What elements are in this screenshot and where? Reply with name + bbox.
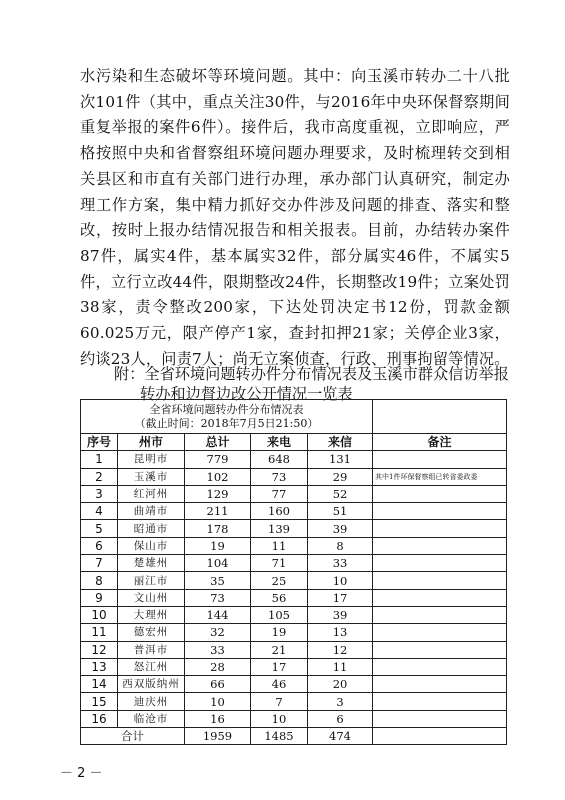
- table-row: [81, 537, 507, 554]
- cell-city: 普洱市: [118, 641, 185, 658]
- cell-total: 779: [185, 451, 251, 468]
- table-row: [81, 589, 507, 606]
- cell-phone: 25: [251, 572, 308, 589]
- table-row: [81, 641, 507, 658]
- table-row: [81, 468, 507, 485]
- cell-seq: 16: [81, 710, 118, 727]
- cell-note: [373, 537, 507, 554]
- cell-phone: 139: [251, 520, 308, 537]
- table-subtitle: （截止时间：2018年7月5日21:50）: [134, 416, 319, 430]
- cell-note: [373, 555, 507, 572]
- cell-total: 66: [185, 676, 251, 693]
- table-row: [81, 555, 507, 572]
- cell-note: [373, 693, 507, 710]
- cell-total-phone: 1485: [251, 728, 308, 745]
- cell-city: 西双版纳州: [118, 676, 185, 693]
- cell-city: 德宏州: [118, 624, 185, 641]
- cell-total: 144: [185, 606, 251, 623]
- cell-phone: 105: [251, 606, 308, 623]
- cell-city: 楚雄州: [118, 555, 185, 572]
- cell-note: [373, 676, 507, 693]
- caption-line-1: 附：全省环境问题转办件分布情况表及玉溪市群众信访举报: [114, 365, 509, 383]
- cell-letter: 52: [308, 485, 373, 502]
- table-row: [81, 503, 507, 520]
- table-row: [81, 451, 507, 468]
- cell-phone: 46: [251, 676, 308, 693]
- cell-note: 其中1件环保督察组已转省委政委: [373, 468, 507, 485]
- cell-phone: 56: [251, 589, 308, 606]
- cell-total: 211: [185, 503, 251, 520]
- cell-seq: 10: [81, 606, 118, 623]
- table-row: [81, 676, 507, 693]
- cell-city: 红河州: [118, 485, 185, 502]
- cell-seq: 15: [81, 693, 118, 710]
- table-row: [81, 572, 507, 589]
- cell-note: [373, 606, 507, 623]
- cell-note: [373, 624, 507, 641]
- cell-city: 怒江州: [118, 658, 185, 675]
- cell-total: 129: [185, 485, 251, 502]
- cell-city: 曲靖市: [118, 503, 185, 520]
- cell-letter: 29: [308, 468, 373, 485]
- caption-line-2: 转办和边督边改公开情况一览表: [140, 385, 353, 403]
- cell-city: 玉溪市: [118, 468, 185, 485]
- page-number: － 2 －: [60, 766, 103, 781]
- cell-total: 102: [185, 468, 251, 485]
- table-row: [81, 710, 507, 727]
- cell-note: [373, 572, 507, 589]
- cell-letter: 13: [308, 624, 373, 641]
- header-letter: 来信: [308, 434, 373, 451]
- cell-city: 临沧市: [118, 710, 185, 727]
- cell-total: 32: [185, 624, 251, 641]
- appendix-caption: [80, 364, 510, 404]
- cell-total-letter: 474: [308, 728, 373, 745]
- table-title-row: [81, 400, 507, 434]
- table-total-row: [81, 728, 507, 745]
- table-row: [81, 606, 507, 623]
- cell-total: 19: [185, 537, 251, 554]
- table-title: 全省环境问题转办件分布情况表: [149, 402, 304, 416]
- cell-letter: 11: [308, 658, 373, 675]
- table-row: [81, 520, 507, 537]
- cell-note: [373, 520, 507, 537]
- table-row: [81, 658, 507, 675]
- body-paragraph: [80, 64, 510, 372]
- cell-total-note: [373, 728, 507, 745]
- cell-phone: 21: [251, 641, 308, 658]
- cell-seq: 1: [81, 451, 118, 468]
- cell-phone: 77: [251, 485, 308, 502]
- cell-seq: 4: [81, 503, 118, 520]
- cell-letter: 20: [308, 676, 373, 693]
- cell-letter: 39: [308, 606, 373, 623]
- header-city: 州市: [118, 434, 185, 451]
- cell-seq: 7: [81, 555, 118, 572]
- cell-letter: 8: [308, 537, 373, 554]
- cell-city: 丽江市: [118, 572, 185, 589]
- header-note: 备注: [373, 434, 507, 451]
- paragraph-text: 水污染和生态破坏等环境问题。其中：向玉溪市转办二十八批次101件（其中，重点关注30件，与2016年中央环保督察期间重复举报的案件6件）。接件后，我市高度重视，立即响应，严格按照中央和省督察组环境问题办理要求，及时梳理转交到相关县区和市直有关部门进行办理，承办部门认真研究，制定办理工作方案，集中精力抓好交办件涉及问题的排查、落实和整改，按时上报办结情况报告和相关报表。目前，办结转办案件87件，属实4件，基本属实32件，部分属实46件，不属实5件，立行立改44件，限期整改24件，长期整改19件；立案处罚38家，责令整改200家，下达处罚决定书12份，罚款金额60.025万元，限产停产1家，查封扣押21家；关停企业3家，约谈23人，问责7人；尚无立案侦查，行政、刑事拘留等情况。: [80, 67, 510, 368]
- cell-total: 28: [185, 658, 251, 675]
- cell-letter: 3: [308, 693, 373, 710]
- cell-letter: 131: [308, 451, 373, 468]
- cell-seq: 2: [81, 468, 118, 485]
- cell-total: 16: [185, 710, 251, 727]
- table-row: [81, 693, 507, 710]
- cell-note: [373, 641, 507, 658]
- cell-grand-total: 1959: [185, 728, 251, 745]
- cell-letter: 33: [308, 555, 373, 572]
- cell-seq: 3: [81, 485, 118, 502]
- table-header-row: [81, 434, 507, 451]
- header-total: 总计: [185, 434, 251, 451]
- cell-city: 大理州: [118, 606, 185, 623]
- cell-phone: 71: [251, 555, 308, 572]
- table-row: [81, 485, 507, 502]
- cell-phone: 7: [251, 693, 308, 710]
- cell-seq: 5: [81, 520, 118, 537]
- cell-total: 178: [185, 520, 251, 537]
- cell-note: [373, 658, 507, 675]
- cell-total-label: 合计: [81, 728, 185, 745]
- cell-note: [373, 485, 507, 502]
- cell-city: 迪庆州: [118, 693, 185, 710]
- cell-total: 10: [185, 693, 251, 710]
- distribution-table: [80, 399, 507, 745]
- cell-letter: 39: [308, 520, 373, 537]
- cell-phone: 11: [251, 537, 308, 554]
- cell-letter: 17: [308, 589, 373, 606]
- cell-seq: 13: [81, 658, 118, 675]
- cell-seq: 6: [81, 537, 118, 554]
- cell-phone: 160: [251, 503, 308, 520]
- cell-note: [373, 451, 507, 468]
- cell-seq: 8: [81, 572, 118, 589]
- cell-city: 昭通市: [118, 520, 185, 537]
- cell-city: 文山州: [118, 589, 185, 606]
- cell-seq: 9: [81, 589, 118, 606]
- cell-phone: 648: [251, 451, 308, 468]
- cell-letter: 12: [308, 641, 373, 658]
- cell-letter: 6: [308, 710, 373, 727]
- cell-city: 昆明市: [118, 451, 185, 468]
- cell-seq: 12: [81, 641, 118, 658]
- cell-note: [373, 589, 507, 606]
- header-phone: 来电: [251, 434, 308, 451]
- cell-phone: 17: [251, 658, 308, 675]
- cell-letter: 10: [308, 572, 373, 589]
- cell-phone: 10: [251, 710, 308, 727]
- cell-seq: 14: [81, 676, 118, 693]
- cell-total: 104: [185, 555, 251, 572]
- table-title-cell: [81, 400, 373, 434]
- cell-note: [373, 710, 507, 727]
- cell-total: 35: [185, 572, 251, 589]
- cell-note: [373, 503, 507, 520]
- cell-total: 73: [185, 589, 251, 606]
- cell-city: 保山市: [118, 537, 185, 554]
- cell-phone: 19: [251, 624, 308, 641]
- cell-total: 33: [185, 641, 251, 658]
- table-title-blank: [373, 400, 507, 434]
- cell-seq: 11: [81, 624, 118, 641]
- cell-phone: 73: [251, 468, 308, 485]
- table-row: [81, 624, 507, 641]
- cell-letter: 51: [308, 503, 373, 520]
- header-seq: 序号: [81, 434, 118, 451]
